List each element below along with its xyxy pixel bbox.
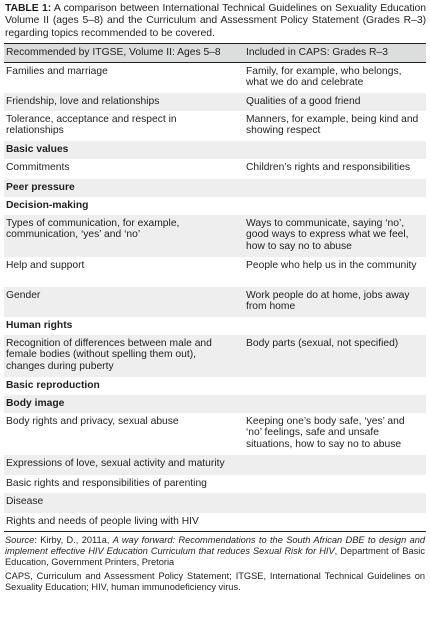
table-row [4,287,426,317]
cell-itgse: Basic values [6,143,69,155]
cell-caps: Work people do at home, jobs away from home [246,289,410,313]
table-row [4,475,426,493]
cell-itgse: Tolerance, acceptance and respect in relationships [6,113,177,137]
cell-caps [243,380,426,395]
table-row [4,141,426,159]
header-caps: Included in CAPS: Grades R–3 [246,47,388,59]
table-row [4,413,426,455]
cell-itgse: Families and marriage [6,65,108,77]
cell-caps [243,458,426,475]
table-row [4,455,426,475]
table-bottom-rule [4,531,426,532]
cell-caps: Keeping one’s body safe, ‘yes’ and ‘no’ feelings, safe and unsafe situations, how to say no to abuse [246,415,405,451]
cell-caps: Family, for example, who belongs, what we do and celebrate [246,65,402,89]
table-body [4,63,426,531]
table-row [4,197,426,215]
cell-caps [243,516,426,531]
table-caption [5,3,426,40]
cell-itgse: Friendship, love and relationships [6,95,160,107]
cell-caps [243,398,426,413]
table-row [4,317,426,335]
comparison-table [4,43,426,532]
cell-itgse: Expressions of love, sexual activity and maturity [6,457,225,469]
cell-caps: Body parts (sexual, not specified) [246,337,399,349]
table-row [4,93,426,111]
cell-caps: Ways to communicate, saying ‘no’, good ways to express what we feel, how to say no to abuse [246,217,409,253]
cell-caps [243,144,426,159]
cell-itgse: Human rights [6,319,73,331]
cell-caps [243,478,426,493]
cell-itgse: Basic rights and responsibilities of parenting [6,477,207,489]
table-row [4,159,426,179]
cell-itgse: Body rights and privacy, sexual abuse [6,415,179,427]
cell-itgse: Gender [6,289,41,301]
abbreviations-note: CAPS, Curriculum and Assessment Policy Statement; ITGSE, International Technical Guidelines on Sexuality Education; HIV, human immunodeficiency virus. [5,570,425,592]
source-prefix: : Kirby, D., 2011a, [34,534,113,545]
cell-itgse: Rights and needs of people living with HIV [6,515,199,527]
source-title: A way forward: Recommendations to the South African DBE to design and implement effective HIV Education Curriculum that reduces Sexual Risk for HIV [5,534,426,557]
table-row [4,493,426,513]
table-row [4,257,426,287]
caption-label: TABLE 1: [5,3,52,14]
cell-itgse: Commitments [6,161,70,173]
caption-text: A comparison between International Technical Guidelines on Sexuality Education Volume II (ages 5–8) and the Curriculum and Assessment Policy Statement (Grades R–3) regarding topics recommended to be covered. [5,3,426,39]
table-row [4,377,426,395]
cell-caps: Children’s rights and responsibilities [246,161,411,173]
cell-itgse: Body image [6,397,65,409]
source-label: Source [5,534,35,545]
cell-caps [243,182,426,197]
table-row [4,395,426,413]
cell-itgse: Recognition of differences between male and female bodies (without spelling them out), changes during puberty [6,337,212,373]
cell-itgse: Decision-making [6,199,89,211]
cell-caps: Qualities of a good friend [246,95,361,107]
cell-itgse: Types of communication, for example, communication, ‘yes’ and ‘no’ [6,217,180,241]
source-note [5,535,425,569]
table-header [4,43,426,63]
cell-itgse: Help and support [6,259,85,271]
table-row [4,513,426,531]
cell-itgse: Disease [6,495,44,507]
header-itgse: Recommended by ITGSE, Volume II: Ages 5–8 [6,47,221,59]
cell-caps: Manners, for example, being kind and showing respect [246,113,419,137]
table-row [4,215,426,257]
table-row [4,63,426,93]
table-row [4,335,426,377]
cell-caps [243,496,426,513]
cell-itgse: Basic reproduction [6,379,100,391]
cell-caps [243,200,426,215]
table-row [4,179,426,197]
cell-caps: People who help us in the community [246,259,417,271]
table-row [4,111,426,141]
cell-caps [243,320,426,335]
source-suffix: , Department of Basic Education, Government Printers, Pretoria [5,546,425,568]
cell-itgse: Peer pressure [6,181,75,193]
